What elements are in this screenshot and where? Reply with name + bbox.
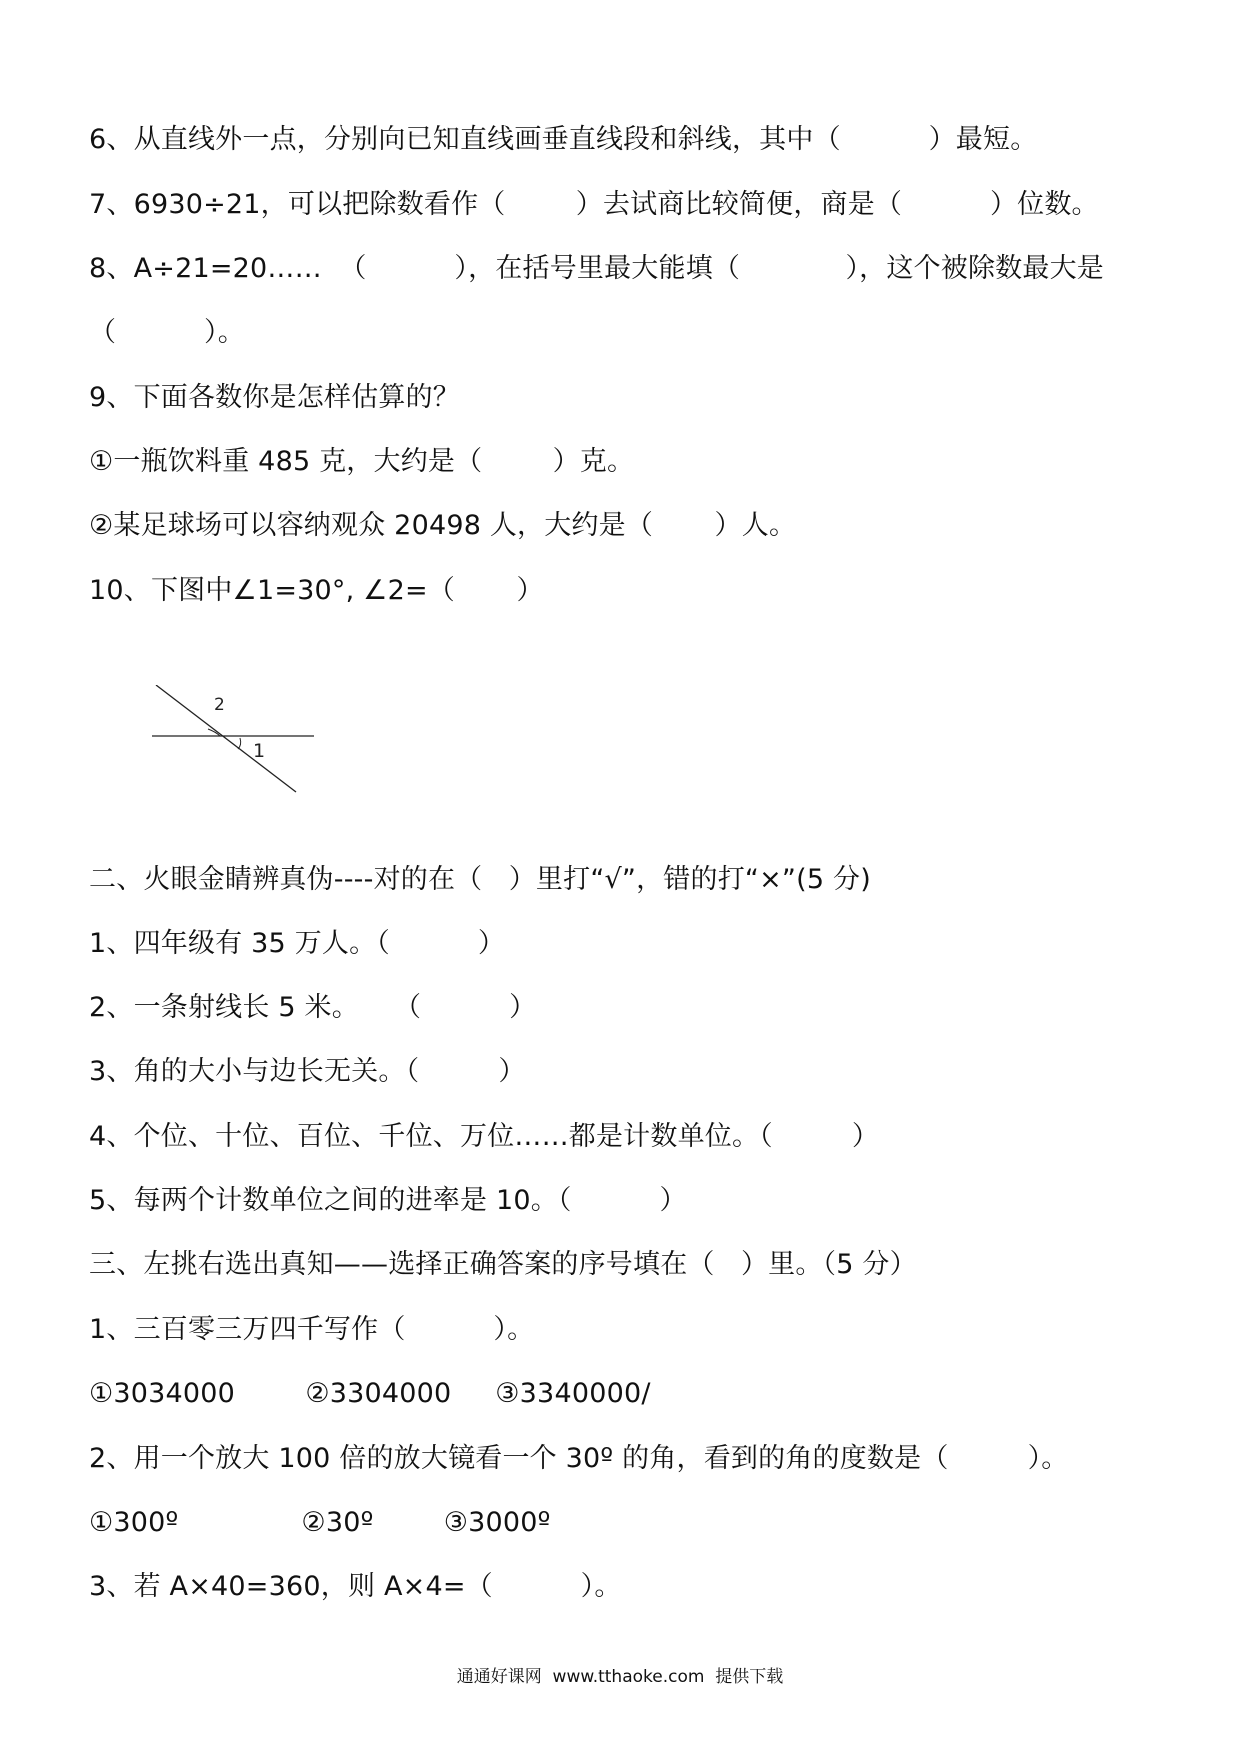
angle-diagram (148, 685, 328, 815)
footer-credit: 通通好课网 www.tthaoke.com 提供下载 (456, 1667, 784, 1687)
line-s3-q2-options: ①300º ②30º ③3000º (89, 1507, 551, 1538)
line-q9-1: ①一瓶饮料重 485 克，大约是（ ）克。 (89, 446, 635, 477)
line-q10: 10、下图中∠1=30°, ∠2=（ ） (89, 575, 544, 606)
section-2-heading: 二、火眼金睛辨真伪----对的在（ ）里打“√”，错的打“×”(5 分) (89, 864, 871, 895)
line-s2-q5: 5、每两个计数单位之间的进率是 10。（ ） (89, 1185, 687, 1216)
line-s3-q2: 2、用一个放大 100 倍的放大镜看一个 30º 的角，看到的角的度数是（ ）。 (89, 1443, 1069, 1474)
line-q8-cont: （ ）。 (89, 317, 245, 348)
line-q8: 8、A÷21=20…… （ ），在括号里最大能填（ ），这个被除数最大是 (89, 253, 1104, 284)
line-s3-q1: 1、三百零三万四千写作（ ）。 (89, 1314, 535, 1345)
line-q9: 9、下面各数你是怎样估算的？ (89, 382, 460, 413)
line-q7: 7、6930÷21，可以把除数看作（ ）去试商比较简便，商是（ ）位数。 (89, 189, 1099, 220)
angle-1-label: 1 (253, 740, 266, 762)
line-s2-q4: 4、个位、十位、百位、千位、万位……都是计数单位。（ ） (89, 1121, 880, 1152)
line-s2-q1: 1、四年级有 35 万人。（ ） (89, 928, 506, 959)
section-3-heading: 三、左挑右选出真知——选择正确答案的序号填在（ ）里。（5 分） (89, 1249, 917, 1280)
line-s2-q2: 2、一条射线长 5 米。 （ ） (89, 992, 537, 1023)
line-s3-q3: 3、若 A×40=360，则 A×4=（ ）。 (89, 1571, 622, 1602)
slanted-line (156, 685, 296, 792)
line-s2-q3: 3、角的大小与边长无关。（ ） (89, 1056, 526, 1087)
line-s3-q1-options: ①3034000 ②3304000 ③3340000/ (89, 1378, 651, 1409)
line-q6: 6、从直线外一点，分别向已知直线画垂直线段和斜线，其中（ ）最短。 (89, 124, 1038, 155)
line-q9-2: ②某足球场可以容纳观众 20498 人，大约是（ ）人。 (89, 510, 797, 541)
angle-2-label: 2 (214, 695, 225, 715)
